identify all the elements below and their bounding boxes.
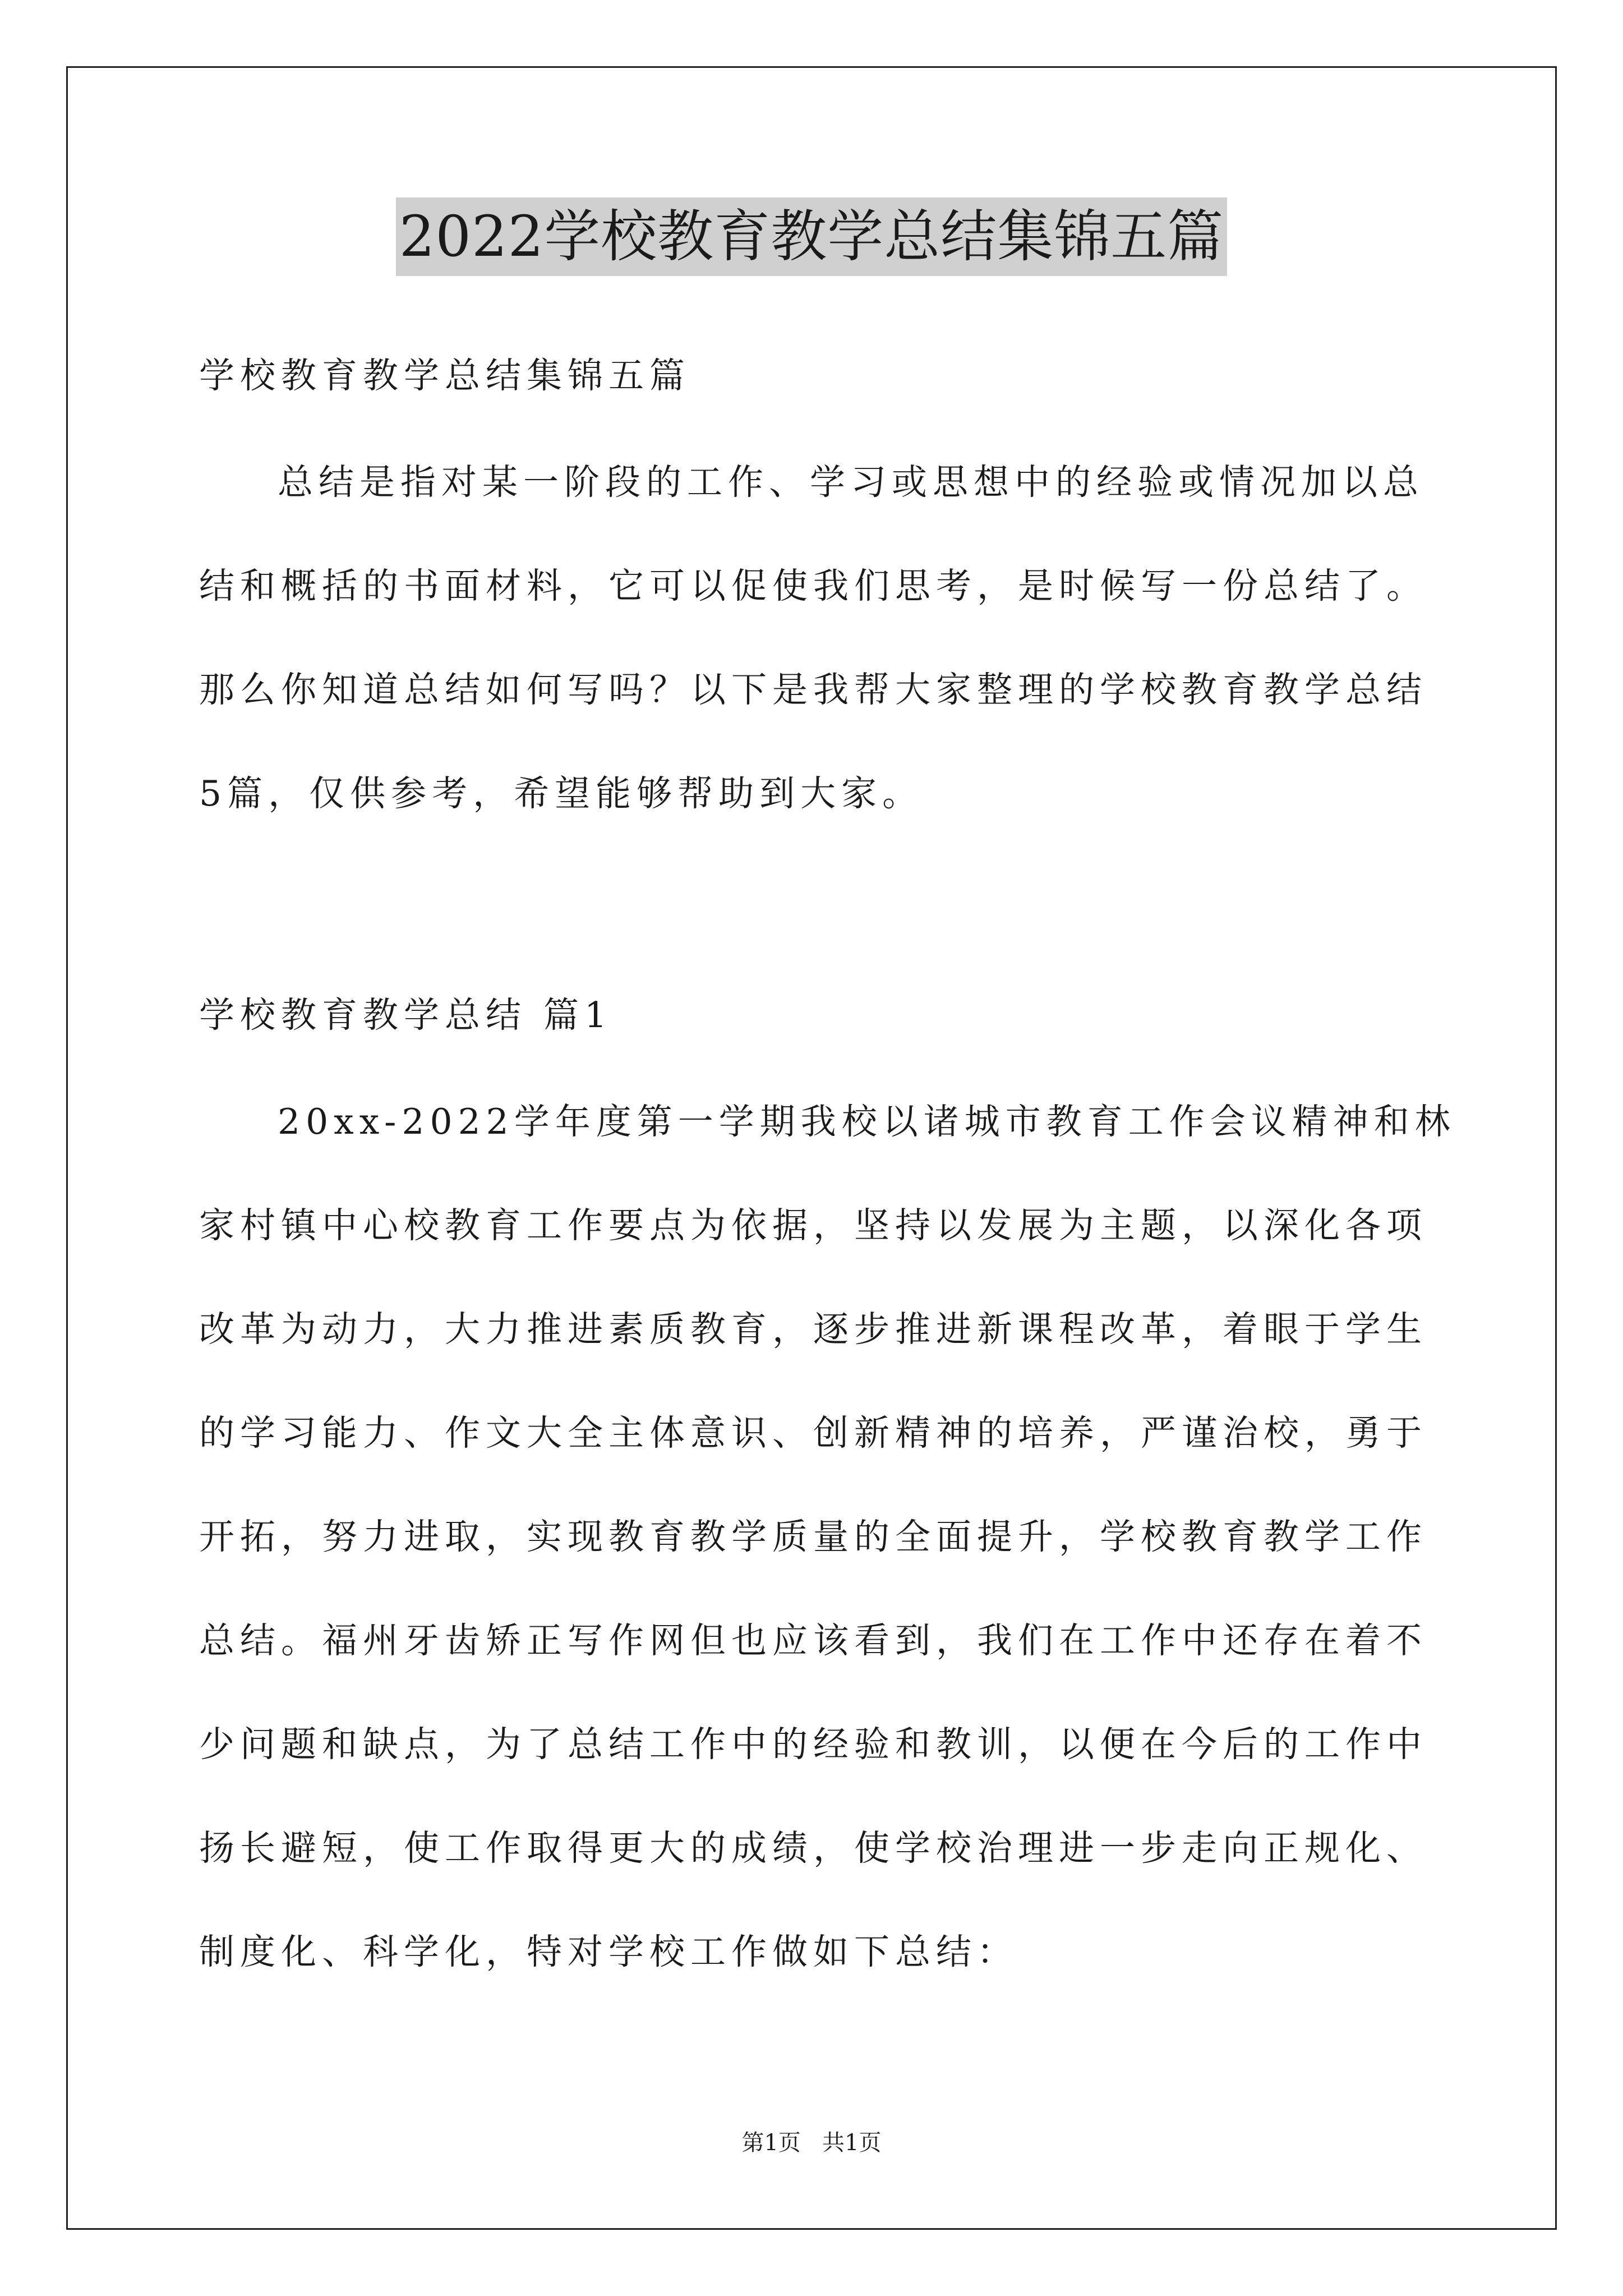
page-footer: 第1页 共1页 xyxy=(741,2130,882,2156)
intro-line: 结和概括的书面材料，它可以促使我们思考，是时候写一份总结了。 xyxy=(199,565,1427,606)
section-line: 20xx-2022学年度第一学期我校以诸城市教育工作会议精神和林 xyxy=(278,1101,1456,1142)
intro-line: 那么你知道总结如何写吗？以下是我帮大家整理的学校教育教学总结 xyxy=(199,669,1427,710)
section-line: 开拓，努力进取，实现教育教学质量的全面提升，学校教育教学工作 xyxy=(199,1516,1427,1557)
section-line: 家村镇中心校教育工作要点为依据，坚持以发展为主题，以深化各项 xyxy=(199,1205,1427,1246)
section-line: 的学习能力、作文大全主体意识、创新精神的培养，严谨治校，勇于 xyxy=(199,1412,1427,1453)
section-line: 扬长避短，使工作取得更大的成绩，使学校治理进一步走向正规化、 xyxy=(199,1828,1427,1869)
intro-line: 总结是指对某一阶段的工作、学习或思想中的经验或情况加以总 xyxy=(278,462,1424,503)
intro-line: 5篇，仅供参考，希望能够帮助到大家。 xyxy=(199,773,924,814)
section-line: 改革为动力，大力推进素质教育，逐步推进新课程改革，着眼于学生 xyxy=(199,1309,1427,1350)
section-line: 少问题和缺点，为了总结工作中的经验和教训，以便在今后的工作中 xyxy=(199,1724,1427,1765)
section-line: 总结。福州牙齿矫正写作网但也应该看到，我们在工作中还存在着不 xyxy=(199,1620,1427,1661)
document-title: 2022学校教育教学总结集锦五篇 xyxy=(396,197,1228,276)
document-subtitle: 学校教育教学总结集锦五篇 xyxy=(199,355,690,396)
title-container xyxy=(0,197,1623,276)
section-line: 制度化、科学化，特对学校工作做如下总结： xyxy=(199,1931,1018,1972)
section-heading: 学校教育教学总结 篇1 xyxy=(199,995,613,1036)
